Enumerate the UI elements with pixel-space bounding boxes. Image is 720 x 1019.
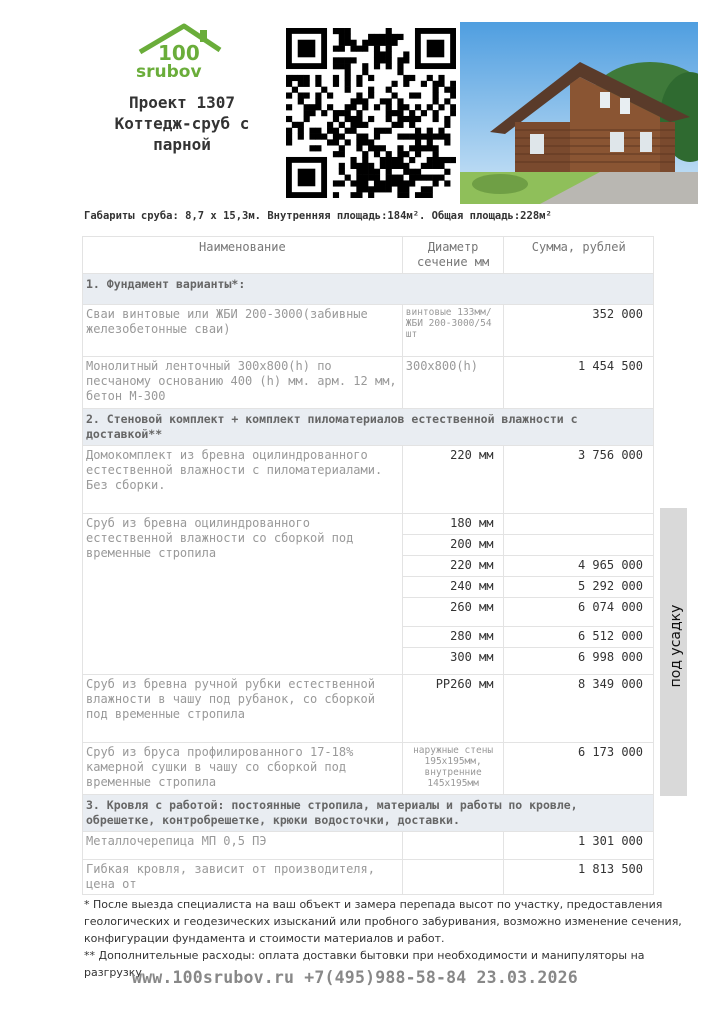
footnote-1: * После выезда специалиста на ваш объект и замера перепада высот по участку, предоставления геологических и геодезических изысканий или пробного забуривания, возможно изменение сечения, конфигурации фундамента и стоимости материалов и работ. — [84, 898, 682, 945]
header-sum: Сумма, рублей — [504, 237, 654, 274]
section-roof: 3. Кровля с работой: постоянные стропила, материалы и работы по кровле, обрешетке, контробрешетке, крюки водосточки, доставки. — [83, 795, 654, 832]
row-sum: 6 074 000 — [504, 598, 654, 627]
row-name: Гибкая кровля, зависит от производителя, цена от — [83, 860, 403, 895]
row-diameter: 300 мм — [402, 648, 504, 675]
row-diameter: 200 мм — [402, 535, 504, 556]
row-diameter: 280 мм — [402, 627, 504, 648]
section-walls: 2. Стеновой комплект + комплект пиломатериалов естественной влажности с доставкой** — [83, 409, 654, 446]
project-title-line3: парной — [153, 135, 211, 154]
table-row — [83, 357, 654, 409]
table-row — [83, 514, 654, 535]
row-sum: 6 512 000 — [504, 627, 654, 648]
row-diameter: 300х800(h) — [402, 357, 504, 409]
row-sum: 3 756 000 — [504, 446, 654, 514]
company-logo — [128, 22, 228, 80]
table-row — [83, 743, 654, 795]
header-name: Наименование — [83, 237, 403, 274]
logo-number: 100 — [158, 41, 200, 65]
table-row — [83, 832, 654, 860]
row-diameter: наружные стены 195х195мм, внутренние 145х195мм — [402, 743, 504, 795]
house-photo — [460, 22, 698, 204]
row-sum: 8 349 000 — [504, 675, 654, 743]
row-sum: 352 000 — [504, 305, 654, 357]
footer-contacts[interactable]: www.100srubov.ru +7(495)988-58-84 23.03.2026 — [132, 968, 578, 987]
row-diameter: 220 мм — [402, 556, 504, 577]
row-name: Сруб из бревна оцилиндрованного естественной влажности со сборкой под временные стропила — [83, 514, 403, 675]
table-header-row — [83, 237, 654, 274]
row-diameter: 180 мм — [402, 514, 504, 535]
row-sum: 1 813 500 — [504, 860, 654, 895]
row-diameter: 260 мм — [402, 598, 504, 627]
row-sum — [504, 535, 654, 556]
row-name: Сруб из бруса профилированного 17-18% камерной сушки в чашу со сборкой под временные стропила — [83, 743, 403, 795]
row-name: Металлочерепица МП 0,5 ПЭ — [83, 832, 403, 860]
row-sum: 1 454 500 — [504, 357, 654, 409]
table-row — [83, 305, 654, 357]
project-title-line1: Проект 1307 — [129, 93, 235, 112]
price-table — [82, 236, 654, 895]
footnote-2: ** Дополнительные расходы: оплата доставки бытовки при необходимости и манипуляторы на разгрузку. — [84, 949, 645, 979]
row-sum: 6 998 000 — [504, 648, 654, 675]
row-diameter — [402, 860, 504, 895]
table-row — [83, 675, 654, 743]
section-foundation: 1. Фундамент варианты*: — [83, 274, 654, 305]
row-sum — [504, 514, 654, 535]
row-sum: 1 301 000 — [504, 832, 654, 860]
row-sum: 6 173 000 — [504, 743, 654, 795]
row-diameter: РР260 мм — [402, 675, 504, 743]
project-title-line2: Коттедж-сруб с — [114, 114, 250, 133]
row-diameter — [402, 832, 504, 860]
row-name: Домокомплект из бревна оцилиндрованного естественной влажности с пиломатериалами. Без сборки. — [83, 446, 403, 514]
header-diameter: Диаметр сечение мм — [402, 237, 504, 274]
shrinkage-label: под усадку — [668, 604, 684, 688]
house-dimensions: Габариты сруба: 8,7 х 15,3м. Внутренняя площадь:184м². Общая площадь:228м² — [84, 210, 552, 222]
row-diameter: винтовые 133мм/ЖБИ 200-3000/54 шт — [402, 305, 504, 357]
row-diameter: 240 мм — [402, 577, 504, 598]
row-name: Сруб из бревна ручной рубки естественной влажности в чашу под рубанок, со сборкой под временные стропила — [83, 675, 403, 743]
shrinkage-tag — [660, 508, 687, 796]
qr-code[interactable] — [286, 28, 456, 198]
logo-text: srubov — [136, 62, 202, 80]
table-row — [83, 860, 654, 895]
row-diameter: 220 мм — [402, 446, 504, 514]
row-name: Монолитный ленточный 300х800(h) по песчаному основанию 400 (h) мм. арм. 12 мм, бетон М-300 — [83, 357, 403, 409]
row-sum: 5 292 000 — [504, 577, 654, 598]
row-name: Сваи винтовые или ЖБИ 200-3000(забивные железобетонные сваи) — [83, 305, 403, 357]
row-sum: 4 965 000 — [504, 556, 654, 577]
project-title — [82, 92, 282, 155]
table-row — [83, 446, 654, 514]
